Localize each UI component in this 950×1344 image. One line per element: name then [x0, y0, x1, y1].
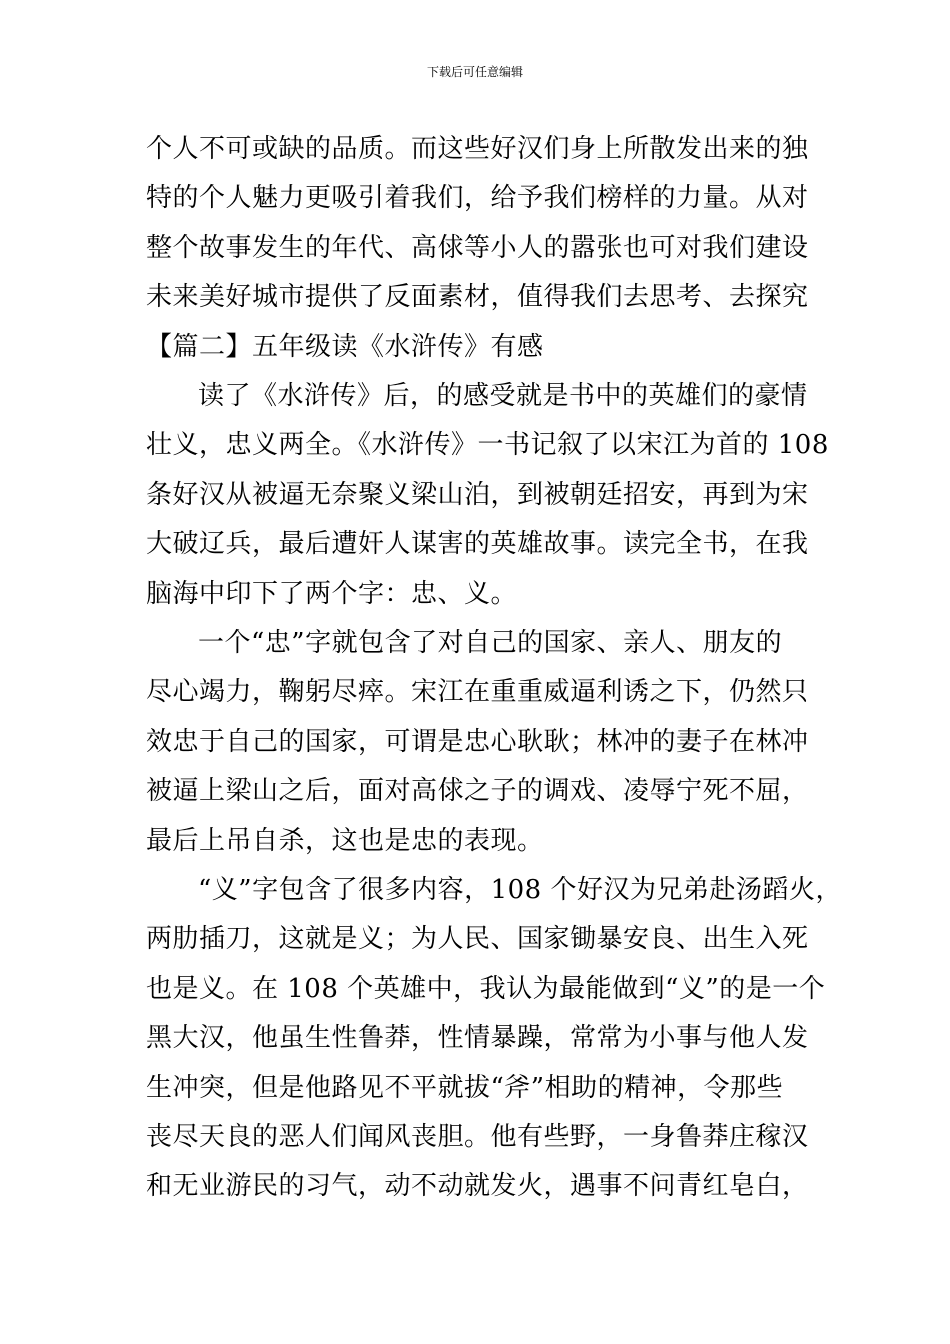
text-line: 一个“忠”字就包含了对自己的国家、亲人、朋友的 — [198, 628, 783, 658]
text-line: 被逼上梁山之后，面对高俅之子的调戏、凌辱宁死不屈， — [146, 776, 809, 807]
text-line: 最后上吊自杀，这也是忠的表现。 — [146, 825, 544, 856]
text-line: 读了《水浒传》后，的感受就是书中的英雄们的豪情 — [198, 381, 808, 411]
text-line: 效忠于自己的国家，可谓是忠心耿耿；林冲的妻子在林冲 — [146, 726, 809, 757]
text-line: 大破辽兵，最后遭奸人谋害的英雄故事。读完全书，在我 — [146, 529, 809, 560]
text-line: 整个故事发生的年代、高俅等小人的嚣张也可对我们建设 — [146, 232, 809, 263]
text-line: 壮义，忠义两全。《水浒传》一书记叙了以宋江为首的 108 — [146, 430, 829, 461]
text-line: 特的个人魅力更吸引着我们，给予我们榜样的力量。从对 — [146, 183, 809, 214]
page-header: 下载后可任意编辑 — [426, 65, 523, 79]
text-line: 生冲突，但是他路见不平就拔“斧”相助的精神，令那些 — [146, 1072, 784, 1103]
text-line: 也是义。在 108 个英雄中，我认为最能做到“义”的是一个 — [146, 973, 826, 1004]
text-line: “义”字包含了很多内容，108 个好汉为兄弟赴汤蹈火， — [198, 875, 842, 905]
text-line: 丧尽天良的恶人们闻风丧胆。他有些野，一身鲁莽庄稼汉 — [146, 1122, 809, 1152]
text-line: 黑大汉，他虽生性鲁莽，性情暴躁，常常为小事与他人发 — [146, 1023, 809, 1054]
text-line: 未来美好城市提供了反面素材，值得我们去思考、去探究 — [146, 282, 809, 313]
text-line: 和无业游民的习气，动不动就发火，遇事不问青红皂白， — [146, 1171, 809, 1202]
text-line: 【篇二】五年级读《水浒传》有感 — [146, 331, 544, 362]
text-line: 两肋插刀，这就是义；为人民、国家锄暴安良、出生入死 — [146, 924, 809, 955]
text-line: 尽心竭力，鞠躬尽瘁。宋江在重重威逼利诱之下，仍然只 — [146, 677, 809, 708]
text-line: 个人不可或缺的品质。而这些好汉们身上所散发出来的独 — [146, 134, 809, 164]
text-line: 条好汉从被逼无奈聚义梁山泊，到被朝廷招安，再到为宋 — [146, 479, 809, 510]
text-line: 脑海中印下了两个字：忠、义。 — [146, 578, 518, 609]
